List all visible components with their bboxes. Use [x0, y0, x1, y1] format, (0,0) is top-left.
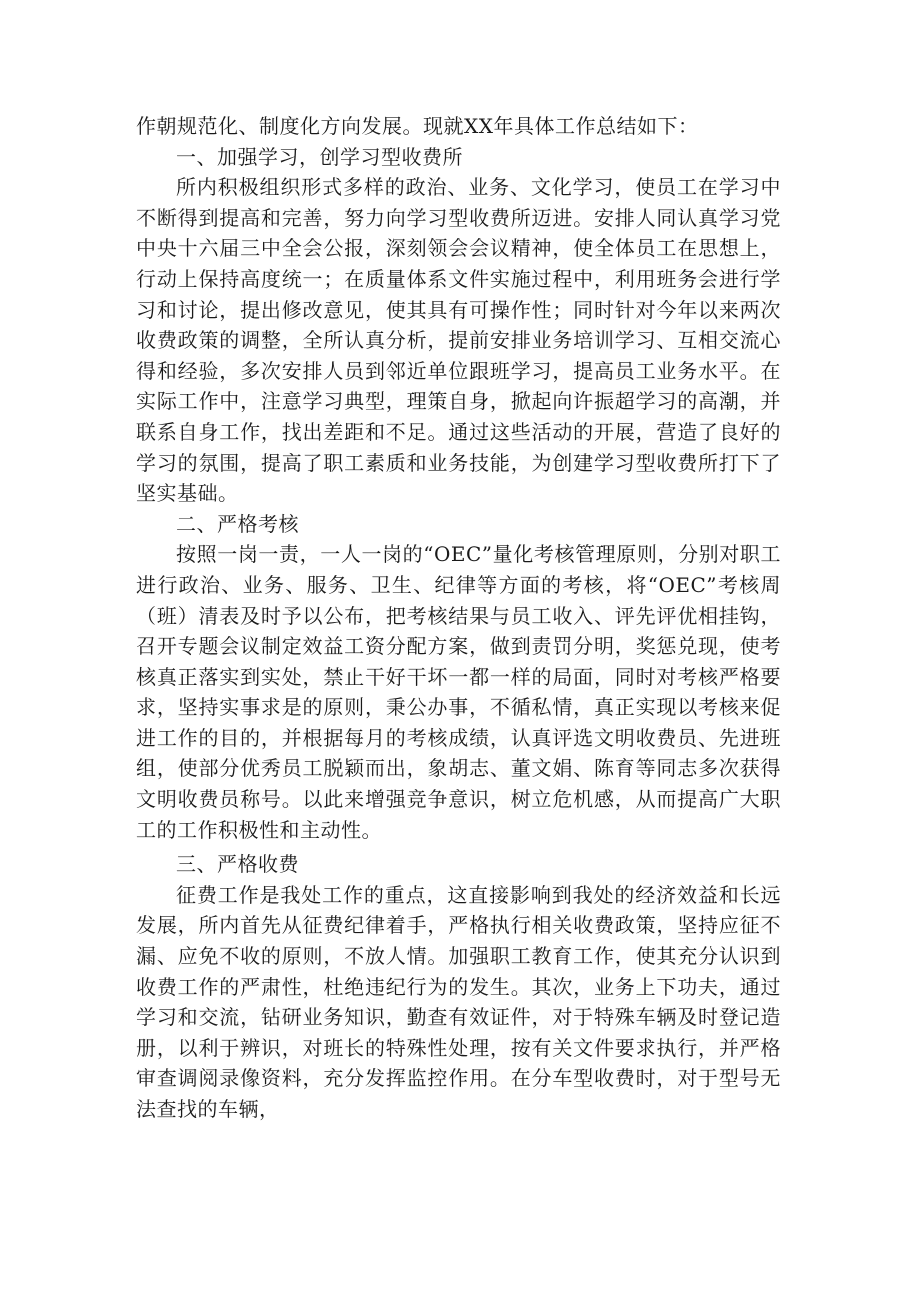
section-heading-study: 一、加强学习，创学习型收费所 [176, 144, 463, 169]
section-heading-toll: 三、严格收费 [176, 852, 299, 877]
section-body-toll: 征费工作是我处工作的重点，这直接影响到我处的经济效益和长远发展，所内首先从征费纪律着手，严格执行相关收费政策，坚持应征不漏、应免不收的原则，不放人情。加强职工教育工作，使其充分认识到收费工作的严肃性，杜绝违纪行为的发生。其次，业务上下功夫，通过学习和交流，钻研业务知识，勤查有效证件，对于特殊车辆及时登记造册，以利于辨识，对班长的特殊性处理，按有关文件要求执行，并严格审查调阅录像资料，充分发挥监控作用。在分车型收费时，对于型号无法查找的车辆， [136, 882, 781, 1121]
section-heading-assessment: 二、严格考核 [176, 511, 299, 536]
intro-paragraph: 作朝规范化、制度化方向发展。现就XX年具体工作总结如下： [136, 114, 699, 138]
document-body [136, 111, 781, 1125]
section-body-study: 所内积极组织形式多样的政治、业务、文化学习，使员工在学习中不断得到提高和完善，努力向学习型收费所迈进。安排人同认真学习党中央十六届三中全会公报，深刻领会会议精神，使全体员工在思想上，行动上保持高度统一；在质量体系文件实施过程中，利用班务会进行学习和讨论，提出修改意见，使其具有可操作性；同时针对今年以来两次收费政策的调整，全所认真分析，提前安排业务培训学习、互相交流心得和经验，多次安排人员到邻近单位跟班学习，提高员工业务水平。在实际工作中，注意学习典型，理策自身，掀起向许振超学习的高潮，并联系自身工作，找出差距和不足。通过这些活动的开展，营造了良好的学习的氛围，提高了职工素质和业务技能，为创建学习型收费所打下了坚实基础。 [136, 175, 781, 506]
section-body-assessment: 按照一岗一责，一人一岗的“OEC”量化考核管理原则，分别对职工进行政治、业务、服务、卫生、纪律等方面的考核，将“OEC”考核周（班）清表及时予以公布，把考核结果与员工收入、评先评优相挂钩，召开专题会议制定效益工资分配方案，做到责罚分明，奖惩兑现，使考核真正落实到实处，禁止干好干坏一都一样的局面，同时对考核严格要求，坚持实事求是的原则，秉公办事，不循私情，真正实现以考核来促进工作的目的，并根据每月的考核成绩，认真评选文明收费员、先进班组，使部分优秀员工脱颖而出，象胡志、董文娟、陈育等同志多次获得文明收费员称号。以此来增强竞争意识，树立危机感，从而提高广大职工的工作积极性和主动性。 [136, 542, 781, 842]
